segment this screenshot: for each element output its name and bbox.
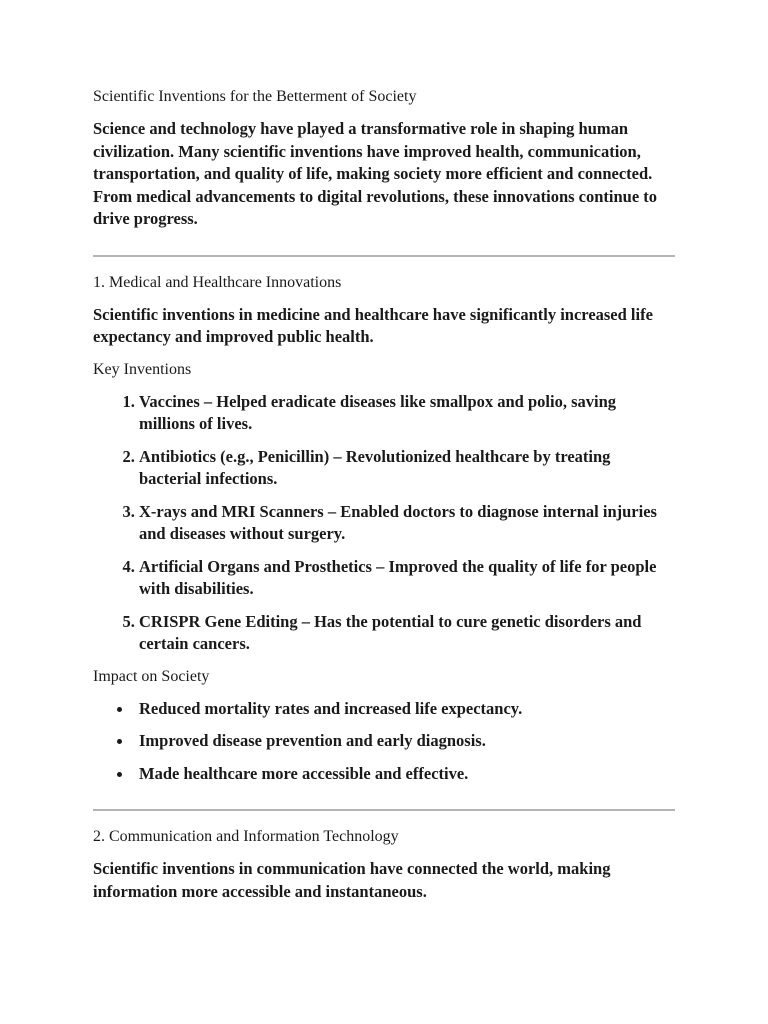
- list-item: 5. CRISPR Gene Editing – Has the potential to cure genetic disorders and certain cancers.: [139, 611, 675, 656]
- key-inventions-label: Key Inventions: [93, 360, 192, 378]
- list-item: 1. Vaccines – Helped eradicate diseases like smallpox and polio, saving millions of lives.: [139, 391, 675, 436]
- list-item-text: Improved disease prevention and early diagnosis.: [139, 731, 486, 750]
- list-item-text: Reduced mortality rates and increased life expectancy.: [139, 698, 523, 718]
- section2-heading: 2. Communication and Information Technology: [93, 828, 399, 845]
- list-item: 3. X-rays and MRI Scanners – Enabled doctors to diagnose internal injuries and diseases without surgery.: [139, 501, 675, 546]
- intro-paragraph: Science and technology have played a transformative role in shaping human civilization. Many scientific inventions have improved health, communication, transportation, and quality of life, making society more efficient and connected. From medical advancements to digital revolutions, these innovations continue to drive progress.: [93, 119, 658, 228]
- impact-label: Impact on Society: [93, 667, 210, 685]
- document-title: Scientific Inventions for the Betterment of Society: [93, 88, 417, 105]
- list-item: 2. Antibiotics (e.g., Penicillin) – Revolutionized healthcare by treating bacterial infections.: [139, 446, 675, 491]
- bullet-icon: [117, 739, 122, 744]
- impact-list: [93, 698, 675, 786]
- list-item: [139, 730, 675, 753]
- section-divider: [93, 809, 675, 811]
- bullet-icon: [117, 772, 122, 777]
- list-item-text: Made healthcare more accessible and effective.: [139, 763, 469, 783]
- bullet-icon: [117, 707, 122, 712]
- section1-intro: Scientific inventions in medicine and healthcare have significantly increased life expectancy and improved public health.: [93, 304, 653, 346]
- section2-intro: Scientific inventions in communication have connected the world, making information more accessible and instantaneous.: [93, 859, 611, 901]
- document-page: [93, 86, 675, 903]
- list-item: 4. Artificial Organs and Prosthetics – Improved the quality of life for people with disabilities.: [139, 556, 675, 601]
- section-divider: [93, 255, 675, 257]
- list-item: [139, 763, 675, 786]
- list-item: [139, 698, 675, 721]
- key-inventions-list: [93, 391, 675, 656]
- section1-heading: 1. Medical and Healthcare Innovations: [93, 273, 342, 291]
